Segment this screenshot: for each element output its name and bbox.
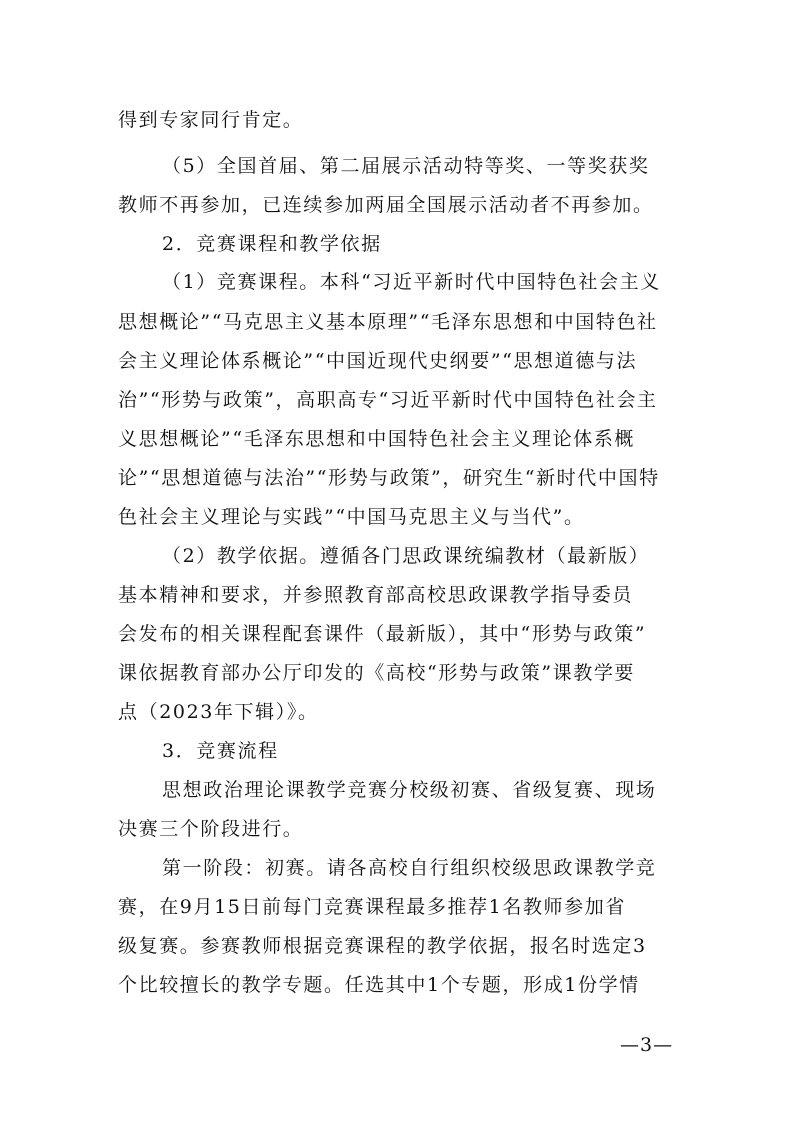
paragraph-line: 第一阶段：初赛。请各高校自行组织校级思政课教学竞 xyxy=(162,857,657,879)
section-heading: 2．竞赛课程和教学依据 xyxy=(162,233,382,255)
paragraph-line: 会发布的相关课程配套课件（最新版），其中“形势与政策” xyxy=(118,623,647,645)
paragraph-line: 义思想概论”“毛泽东思想和中国特色社会主义理论体系概 xyxy=(118,428,636,450)
paragraph-line: 得到专家同行肯定。 xyxy=(118,109,304,131)
paragraph-line: 教师不再参加，已连续参加两届全国展示活动者不再参加。 xyxy=(118,194,654,216)
paragraph-line: 色社会主义理论与实践”“中国马克思主义与当代”。 xyxy=(118,506,585,528)
paragraph-line: 思想政治理论课教学竞赛分校级初赛、省级复赛、现场 xyxy=(162,779,657,801)
paragraph-line: 基本精神和要求，并参照教育部高校思政课教学指导委员 xyxy=(118,584,634,606)
page-number: —3— xyxy=(620,1034,674,1056)
paragraph-line: （5）全国首届、第二届展示活动特等奖、一等奖获奖 xyxy=(162,155,650,177)
paragraph-line: 个比较擅长的教学专题。任选其中1个专题，形成1份学情 xyxy=(118,974,640,996)
paragraph-line: 论”“思想道德与法治”“形势与政策”，研究生“新时代中国特 xyxy=(118,467,660,489)
paragraph-line: 决赛三个阶段进行。 xyxy=(118,818,304,840)
paragraph-line: 级复赛。参赛教师根据竞赛课程的教学依据，报名时选定3 xyxy=(118,935,647,957)
paragraph-line: 治”“形势与政策”，高职高专“习近平新时代中国特色社会主 xyxy=(118,389,658,411)
paragraph-line: （1）竞赛课程。本科“习近平新时代中国特色社会主义 xyxy=(162,271,661,293)
paragraph-line: 课依据教育部办公厅印发的《高校“形势与政策”课教学要 xyxy=(118,662,636,684)
section-heading: 3．竞赛流程 xyxy=(162,740,279,762)
paragraph-line: 点（2023年下辑）》。 xyxy=(118,701,319,723)
paragraph-line: 会主义理论体系概论”“中国近现代史纲要”“思想道德与法 xyxy=(118,350,638,372)
paragraph-line: （2）教学依据。遵循各门思政课统编教材（最新版） xyxy=(162,545,650,567)
paragraph-line: 赛，在9月15日前每门竞赛课程最多推荐1名教师参加省 xyxy=(118,896,626,918)
paragraph-line: 思想概论”“马克思主义基本原理”“毛泽东思想和中国特色社 xyxy=(118,311,658,333)
